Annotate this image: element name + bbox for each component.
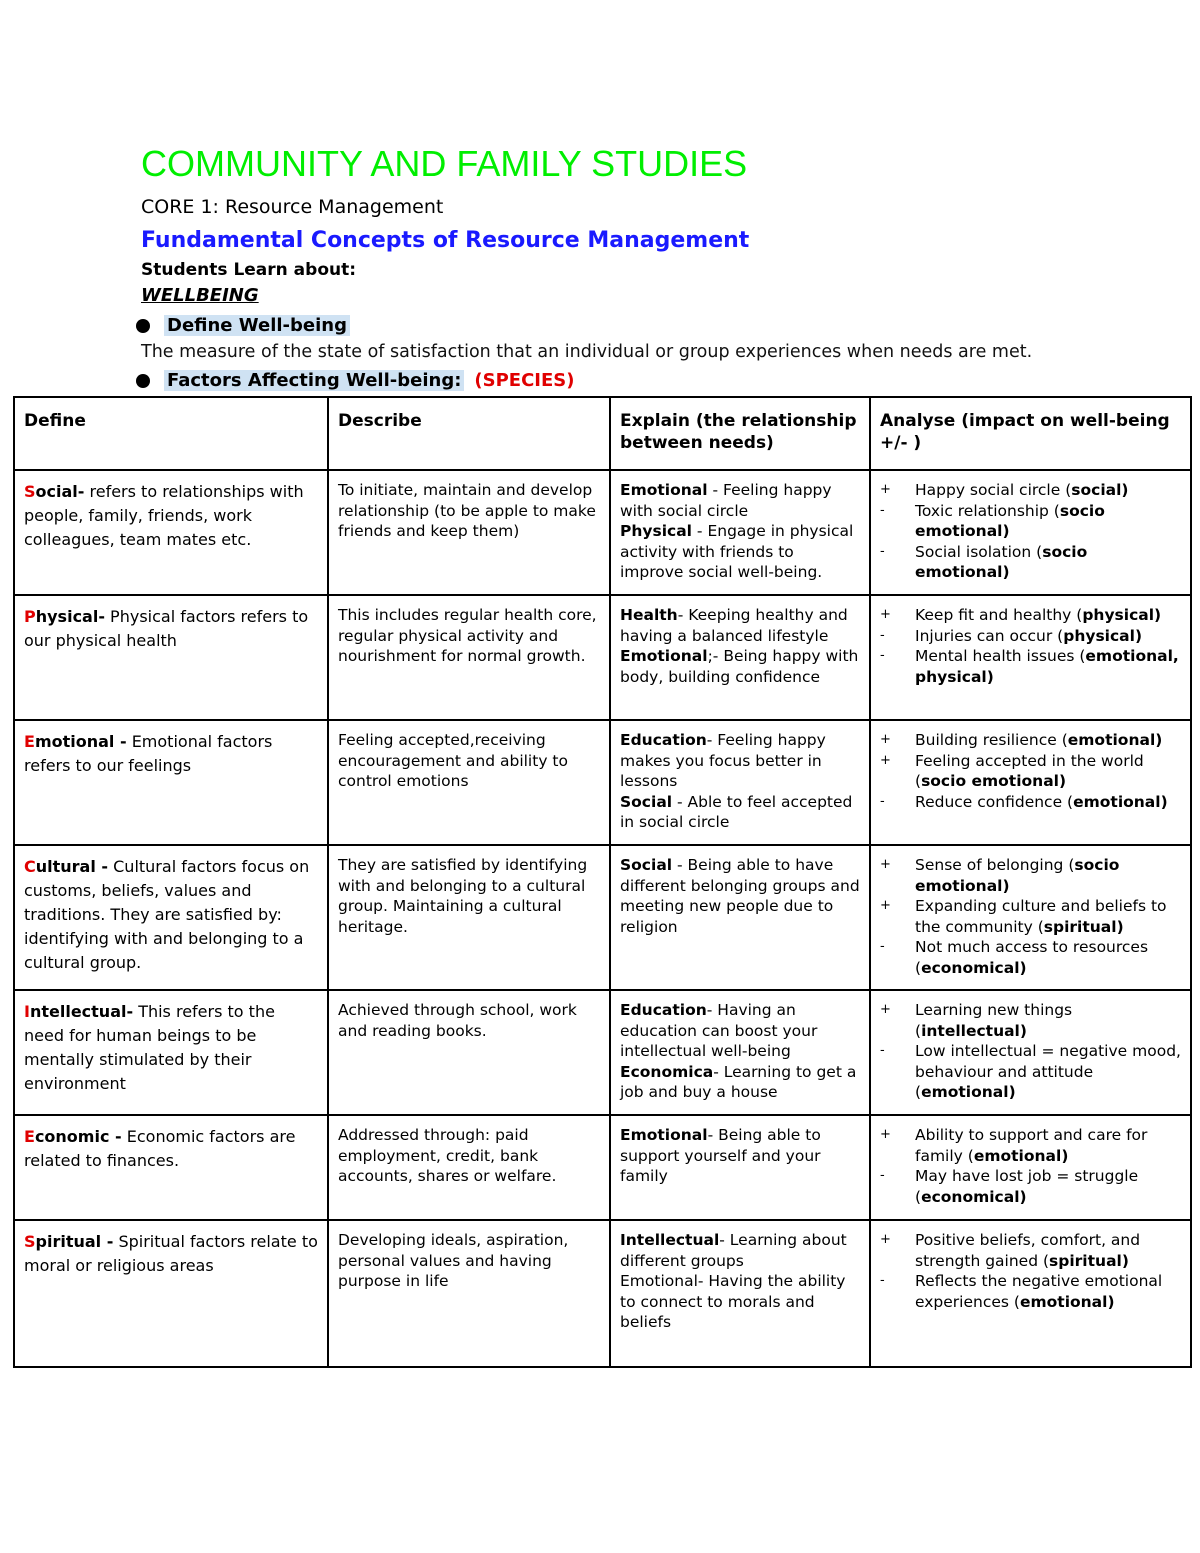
explain-item [620, 730, 860, 792]
explain-term: Social [620, 792, 673, 811]
bullet-dot-icon [136, 319, 150, 333]
analyse-category: physical [1082, 606, 1155, 624]
factor-name: ocial- [35, 482, 85, 501]
factor-definition: refers to relationships with people, family, friends, work colleagues, team mates etc. [24, 482, 304, 549]
analyse-item [880, 1166, 1181, 1207]
analyse-category: emotional, physical [915, 647, 1179, 686]
explain-item [620, 1000, 860, 1062]
analyse-item [880, 1271, 1181, 1312]
analyse-close: ) [1019, 1021, 1027, 1040]
explain-cell [610, 845, 870, 990]
analyse-text: Learning new things ( [915, 1001, 1073, 1040]
minus-icon: - [880, 543, 885, 559]
wellbeing-heading: WELLBEING [141, 285, 259, 306]
factor-definition: Cultural factors focus on customs, beliefs, values and traditions. They are satisfied by: identifying with and belonging to a cultural group. [24, 857, 310, 972]
define-cell [14, 1220, 328, 1367]
factor-name: motional - [34, 732, 127, 751]
analyse-text: Happy social circle ( [915, 481, 1072, 499]
analyse-item [880, 626, 1181, 647]
analyse-close: ) [1134, 626, 1143, 645]
explain-item [620, 1271, 860, 1333]
analyse-close: ) [1107, 1292, 1115, 1311]
analyse-close: ) [1058, 772, 1067, 790]
analyse-item [880, 937, 1181, 978]
factor-initial: I [24, 1002, 30, 1021]
analyse-item [880, 480, 1181, 501]
analyse-list [880, 1125, 1181, 1207]
minus-icon: - [880, 1168, 885, 1183]
factor-initial: C [24, 857, 36, 876]
table-row [14, 845, 1191, 990]
analyse-item [880, 605, 1181, 626]
analyse-category: emotional [973, 1146, 1062, 1165]
explain-cell [610, 720, 870, 845]
analyse-text: Toxic relationship ( [915, 501, 1060, 520]
section-subtitle: Fundamental Concepts of Resource Management [141, 228, 750, 253]
explain-term: Emotional [620, 647, 708, 665]
analyse-cell [870, 720, 1191, 845]
analyse-item [880, 896, 1181, 937]
analyse-close: ) [1008, 1083, 1016, 1101]
table-header-row [14, 397, 1191, 470]
plus-icon: + [880, 1127, 891, 1142]
describe-cell: They are satisfied by identifying with and belonging to a cultural group. Maintaining a cultural heritage. [328, 845, 610, 990]
analyse-item [880, 855, 1181, 896]
analyse-text: Injuries can occur ( [915, 626, 1064, 645]
analyse-close: ) [1160, 792, 1168, 811]
analyse-list [880, 1000, 1181, 1103]
analyse-text: Building resilience ( [915, 731, 1068, 749]
wellbeing-definition: The measure of the state of satisfaction that an individual or group experiences when needs are met. [141, 342, 1033, 362]
analyse-category: spiritual [1043, 917, 1117, 936]
minus-icon: - [880, 793, 885, 809]
analyse-cell [870, 990, 1191, 1115]
analyse-text: Feeling accepted in the world ( [915, 751, 1144, 790]
analyse-item [880, 1000, 1181, 1041]
plus-icon: + [880, 1232, 891, 1247]
table-row [14, 1115, 1191, 1220]
explain-item [620, 855, 860, 937]
analyse-category: emotional [1067, 731, 1156, 749]
analyse-list [880, 1230, 1181, 1312]
describe-cell: Addressed through: paid employment, credit, bank accounts, shares or welfare. [328, 1115, 610, 1220]
explain-text: - Engage in physical activity with friends to improve social well-being. [620, 522, 854, 581]
plus-icon: + [880, 607, 891, 622]
analyse-text: Ability to support and care for family ( [915, 1126, 1148, 1165]
factor-name: hysical- [35, 607, 105, 626]
explain-term: Physical [620, 522, 692, 540]
factors-table [13, 396, 1192, 1368]
define-cell [14, 720, 328, 845]
analyse-list [880, 480, 1181, 583]
analyse-item [880, 751, 1181, 792]
analyse-text: Low intellectual = negative mood, behaviour and attitude ( [915, 1042, 1181, 1101]
analyse-close: ) [1019, 958, 1027, 977]
factor-name: conomic - [34, 1127, 122, 1146]
factor-definition: Economic factors are related to finances. [24, 1127, 296, 1170]
analyse-text: Positive beliefs, comfort, and strength gained ( [915, 1231, 1141, 1270]
bullet-factors [136, 370, 575, 391]
factor-initial: S [24, 482, 36, 501]
factor-initial: E [24, 1127, 35, 1146]
plus-icon: + [880, 752, 891, 768]
analyse-text: Expanding culture and beliefs to the community ( [915, 897, 1167, 936]
describe-cell: Achieved through school, work and reading books. [328, 990, 610, 1115]
explain-item [620, 480, 860, 521]
factor-name: piritual - [35, 1232, 114, 1251]
analyse-category: socio emotional [915, 501, 1105, 540]
analyse-cell [870, 595, 1191, 720]
analyse-text: Keep fit and healthy ( [915, 606, 1083, 624]
explain-term: Economica [620, 1062, 714, 1081]
core-heading: CORE 1: Resource Management [141, 196, 444, 218]
factor-name: ntellectual- [29, 1002, 134, 1021]
analyse-close: ) [1002, 876, 1010, 895]
analyse-item [880, 646, 1181, 687]
explain-text: - Learning about different groups [620, 1231, 847, 1270]
explain-cell [610, 595, 870, 720]
factor-initial: E [24, 732, 35, 751]
minus-icon: - [880, 648, 885, 663]
explain-text: - Being able to support yourself and your family [620, 1126, 821, 1185]
students-learn-label: Students Learn about: [141, 260, 357, 280]
analyse-close: ) [1154, 606, 1162, 624]
bullet-define-wellbeing [136, 315, 350, 336]
minus-icon: - [880, 939, 885, 954]
table-row [14, 470, 1191, 595]
plus-icon: + [880, 732, 891, 747]
explain-term: Intellectual [620, 1231, 720, 1249]
explain-text: ;- Being happy with body, building confidence [620, 647, 859, 686]
analyse-category: intellectual [921, 1021, 1020, 1040]
factor-initial: S [24, 1232, 36, 1251]
analyse-category: socio emotional [915, 856, 1120, 895]
analyse-close: ) [1002, 563, 1010, 581]
header-explain: Explain (the relationship between needs) [610, 397, 870, 470]
analyse-item [880, 1041, 1181, 1103]
explain-text: Emotional- Having the ability to connect to morals and beliefs [620, 1272, 846, 1331]
analyse-text: Sense of belonging ( [915, 856, 1075, 874]
factor-name: ultural - [35, 857, 109, 876]
header-define: Define [14, 397, 328, 470]
explain-text: - Learning to get a job and buy a house [620, 1062, 857, 1101]
factor-initial: P [24, 607, 36, 626]
header-describe: Describe [328, 397, 610, 470]
explain-term: Health [620, 606, 678, 624]
minus-icon: - [880, 1273, 885, 1288]
table-row [14, 1220, 1191, 1367]
explain-item [620, 792, 860, 833]
analyse-category: economical [921, 1187, 1020, 1206]
analyse-list [880, 855, 1181, 978]
explain-cell [610, 990, 870, 1115]
plus-icon: + [880, 1002, 891, 1017]
analyse-category: emotional [1073, 792, 1161, 811]
explain-text: - Keeping healthy and having a balanced lifestyle [620, 606, 848, 645]
analyse-close: ) [1061, 1146, 1069, 1165]
table-row [14, 720, 1191, 845]
analyse-category: spiritual [1049, 1251, 1122, 1270]
define-cell [14, 845, 328, 990]
analyse-item [880, 501, 1181, 542]
analyse-close: ) [1121, 1251, 1129, 1270]
analyse-list [880, 605, 1181, 687]
explain-text: - Feeling happy makes you focus better in lessons [620, 731, 826, 790]
analyse-category: socio emotional [921, 772, 1059, 790]
explain-item [620, 646, 860, 687]
explain-text: - Feeling happy with social circle [620, 481, 832, 520]
define-cell [14, 470, 328, 595]
explain-item [620, 1230, 860, 1271]
table-row [14, 990, 1191, 1115]
explain-term: Emotional [620, 1126, 708, 1144]
minus-icon: - [880, 502, 885, 518]
header-analyse: Analyse (impact on well-being +/- ) [870, 397, 1191, 470]
explain-term: Education [620, 1001, 707, 1019]
explain-text: - Having an education can boost your intellectual well-being [620, 1001, 818, 1060]
analyse-category: socio emotional [915, 542, 1088, 581]
page-title: COMMUNITY AND FAMILY STUDIES [141, 143, 748, 184]
analyse-cell [870, 470, 1191, 595]
describe-cell: Developing ideals, aspiration, personal values and having purpose in life [328, 1220, 610, 1367]
define-cell [14, 595, 328, 720]
analyse-text: Social isolation ( [915, 542, 1043, 561]
analyse-text: May have lost job = struggle ( [915, 1167, 1139, 1206]
analyse-close: ) [1121, 481, 1129, 499]
analyse-list [880, 730, 1181, 812]
analyse-item [880, 730, 1181, 751]
analyse-category: economical [921, 958, 1020, 977]
analyse-close: ) [1116, 917, 1124, 936]
explain-text: - Able to feel accepted in social circle [620, 792, 853, 831]
analyse-text: Reduce confidence ( [915, 792, 1074, 811]
explain-term: Social [620, 856, 673, 874]
describe-cell: To initiate, maintain and develop relationship (to be apple to make friends and keep them) [328, 470, 610, 595]
analyse-item [880, 542, 1181, 583]
factor-definition: This refers to the need for human beings to be mentally stimulated by their environment [24, 1002, 275, 1093]
plus-icon: + [880, 482, 891, 497]
explain-cell [610, 470, 870, 595]
analyse-cell [870, 1115, 1191, 1220]
explain-item [620, 1125, 860, 1187]
define-cell [14, 990, 328, 1115]
analyse-close: ) [1002, 522, 1010, 540]
species-tag: (SPECIES) [474, 370, 575, 391]
analyse-category: social [1071, 481, 1122, 499]
explain-cell [610, 1220, 870, 1367]
analyse-text: Reflects the negative emotional experiences ( [915, 1272, 1163, 1311]
analyse-cell [870, 845, 1191, 990]
define-cell [14, 1115, 328, 1220]
table-row [14, 595, 1191, 720]
analyse-item [880, 792, 1181, 813]
describe-cell: Feeling accepted,receiving encouragement and ability to control emotions [328, 720, 610, 845]
factor-definition: Emotional factors refers to our feelings [24, 732, 273, 775]
minus-icon: - [880, 1043, 885, 1058]
analyse-category: emotional [1019, 1292, 1108, 1311]
explain-term: Education [620, 731, 707, 749]
analyse-text: Mental health issues ( [915, 647, 1086, 665]
analyse-item [880, 1125, 1181, 1166]
explain-item [620, 605, 860, 646]
factor-definition: Physical factors refers to our physical health [24, 607, 309, 650]
explain-item [620, 1062, 860, 1103]
describe-cell: This includes regular health core, regular physical activity and nourishment for normal growth. [328, 595, 610, 720]
bullet-dot-icon [136, 374, 150, 388]
analyse-category: physical [1063, 626, 1135, 645]
explain-item [620, 521, 860, 583]
analyse-category: emotional [921, 1083, 1009, 1101]
minus-icon: - [880, 627, 885, 643]
plus-icon: + [880, 857, 891, 872]
factor-definition: Spiritual factors relate to moral or religious areas [24, 1232, 318, 1275]
analyse-item [880, 1230, 1181, 1271]
plus-icon: + [880, 898, 891, 913]
explain-text: - Being able to have different belonging groups and meeting new people due to religion [620, 856, 860, 936]
explain-cell [610, 1115, 870, 1220]
bullet-label: Define Well-being [164, 315, 350, 336]
analyse-close: ) [986, 667, 994, 686]
analyse-close: ) [1155, 731, 1163, 749]
explain-term: Emotional [620, 481, 708, 499]
analyse-cell [870, 1220, 1191, 1367]
bullet-label: Factors Affecting Well-being: [164, 370, 464, 391]
analyse-close: ) [1019, 1187, 1027, 1206]
analyse-text: Not much access to resources ( [915, 938, 1149, 977]
